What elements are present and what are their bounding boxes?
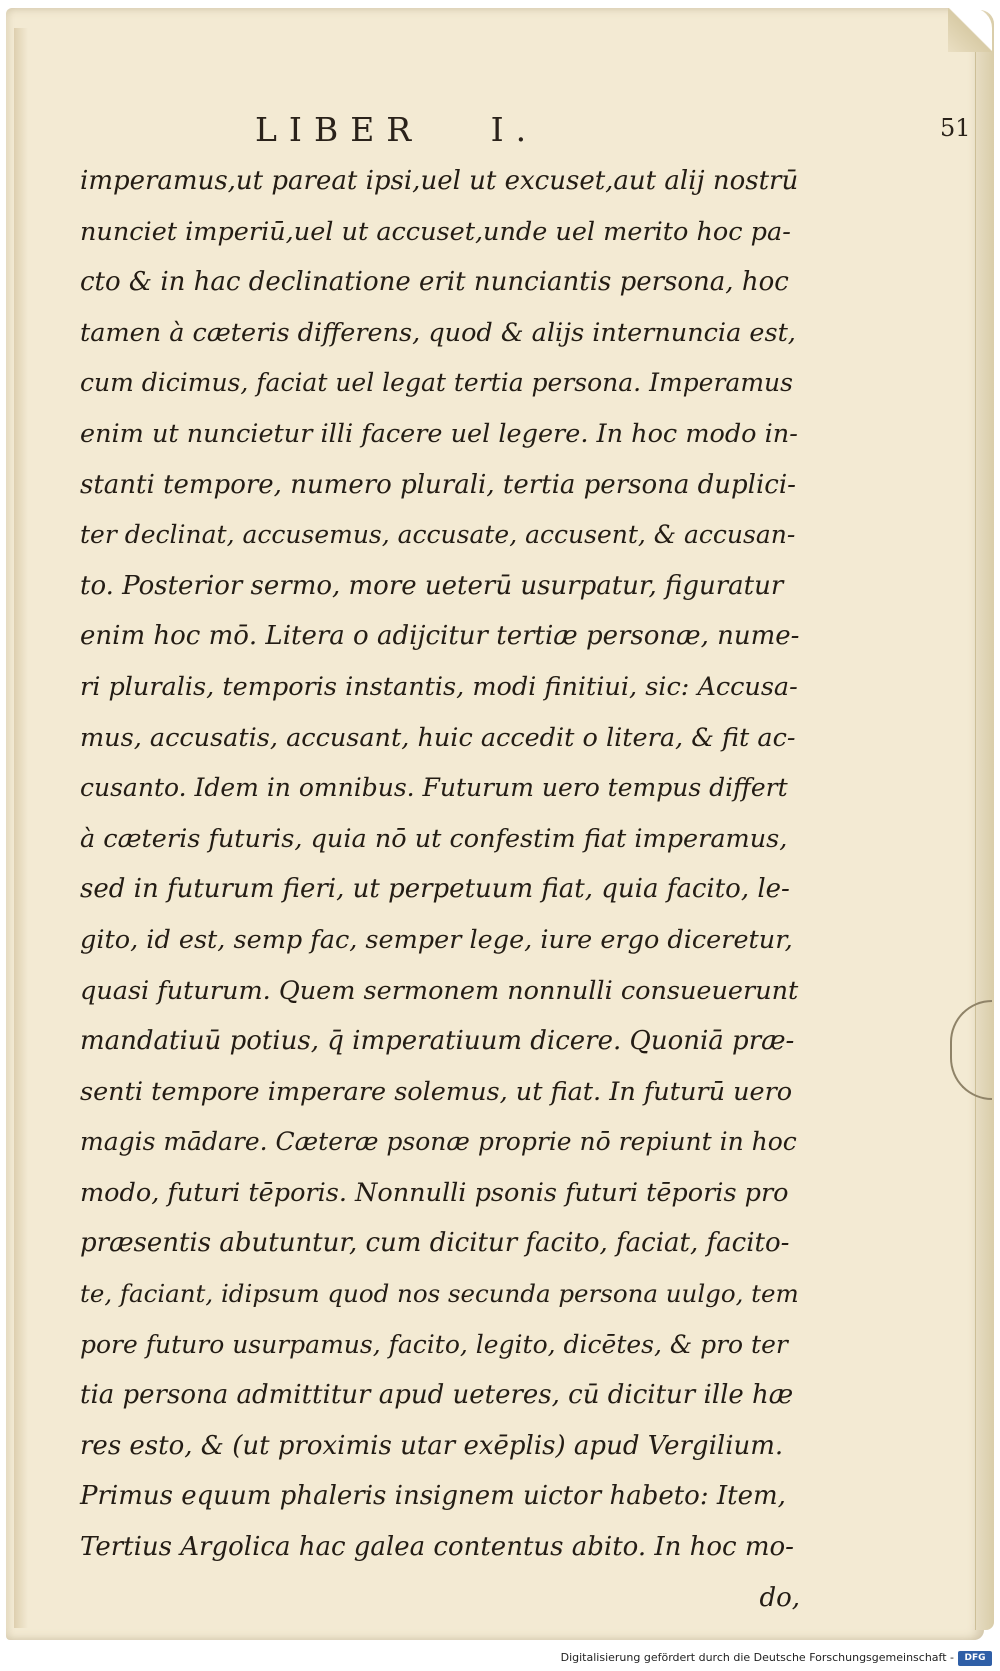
running-title: LIBER I. <box>255 110 539 149</box>
page-number: 51 <box>940 114 971 142</box>
text-line: præsentis abutuntur, cum dicitur facito, faciat, facito- <box>80 1228 790 1259</box>
text-line: imperamus,ut pareat ipsi,uel ut excuset,aut alij nostrū <box>80 166 799 196</box>
text-line: te, faciant, idipsum quod nos secunda persona uulgo, tem <box>80 1279 799 1309</box>
text-line: gito, id est, semp fac, semper lege, iure ergo diceretur, <box>80 924 793 955</box>
text-line: sed in futurum fieri, ut perpetuum fiat, quia facito, le- <box>80 874 790 905</box>
text-line: mandatiuū potius, q̄ imperatiuum dicere. Quoniā præ- <box>80 1026 795 1057</box>
text-line: ter declinat, accusemus, accusate, accusent, & accusan- <box>80 520 796 550</box>
body-text <box>80 156 800 1623</box>
text-line: à cæteris futuris, quia nō ut confestim fiat imperamus, <box>80 823 788 854</box>
folded-corner <box>948 8 992 52</box>
text-line: tamen à cæteris differens, quod & alijs internuncia est, <box>80 317 796 348</box>
text-line: pore futuro usurpamus, facito, legito, dicētes, & pro ter <box>80 1329 788 1359</box>
running-header <box>0 110 1000 150</box>
text-line: enim hoc mō. Litera o adijcitur tertiæ personæ, nume- <box>80 621 800 652</box>
funding-credit: Digitalisierung gefördert durch die Deutsche Forschungsgemeinschaft - <box>560 1651 954 1664</box>
dfg-logo: DFG <box>958 1651 992 1666</box>
text-line: enim ut nuncietur illi facere uel legere. In hoc modo in- <box>80 418 798 449</box>
catchword: do, <box>759 1582 800 1613</box>
text-line: quasi futurum. Quem sermonem nonnulli consueuerunt <box>80 975 799 1006</box>
text-line: cum dicimus, faciat uel legat tertia persona. Imperamus <box>80 368 793 398</box>
text-line: mus, accusatis, accusant, huic accedit o litera, & fit ac- <box>80 722 796 753</box>
text-line: tia persona admittitur apud ueteres, cū dicitur ille hæ <box>80 1380 794 1411</box>
page-edge <box>975 10 994 1630</box>
text-line: Tertius Argolica hac galea contentus abito. In hoc mo- <box>80 1532 794 1563</box>
digitization-footer <box>0 1648 1000 1671</box>
text-line: stanti tempore, numero plurali, tertia persona duplici- <box>80 469 796 500</box>
text-line: senti tempore imperare solemus, ut fiat. In futurū uero <box>80 1076 793 1107</box>
text-line: res esto, & (ut proximis utar exēplis) apud Vergilium. <box>80 1430 784 1461</box>
text-line: to. Posterior sermo, more ueterū usurpatur, figuratur <box>80 570 784 601</box>
text-line: ri pluralis, temporis instantis, modi finitiui, sic: Accusa- <box>80 671 798 702</box>
text-line: Primus equum phaleris insignem uictor habeto: Item, <box>80 1481 786 1512</box>
text-line: cusanto. Idem in omnibus. Futurum uero tempus differt <box>80 773 788 803</box>
text-line: magis mādare. Cæteræ psonæ proprie nō repiunt in hoc <box>80 1127 797 1157</box>
text-line: cto & in hac declinatione erit nunciantis persona, hoc <box>80 267 789 298</box>
text-line: modo, futuri tēporis. Nonnulli psonis futuri tēporis pro <box>80 1177 789 1208</box>
text-line: nunciet imperiū,uel ut accuset,unde uel merito hoc pa- <box>80 216 791 247</box>
gutter-shadow <box>14 28 28 1628</box>
